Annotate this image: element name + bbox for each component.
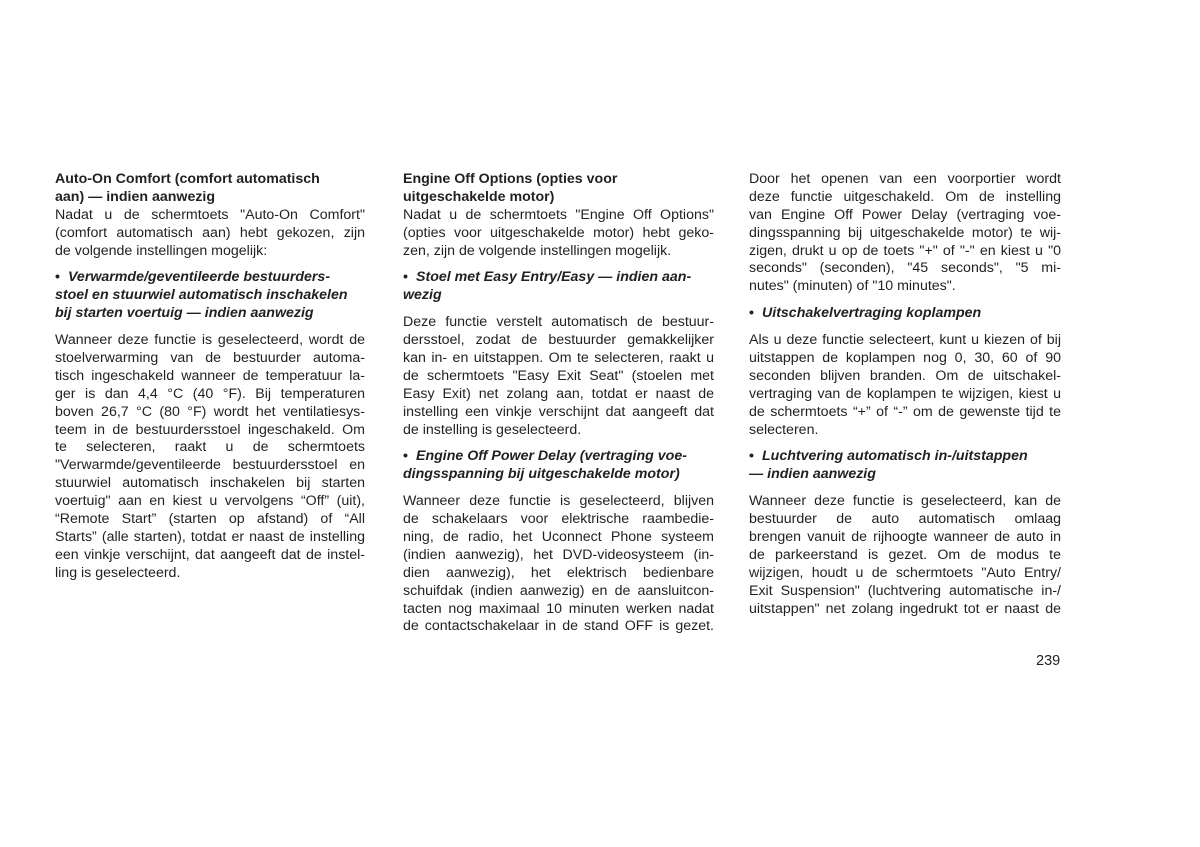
bullet-text: dingsspanning bij uitgeschakelde motor) (403, 466, 680, 483)
body-paragraph (55, 332, 365, 582)
bullet-heading-air-suspension (749, 448, 1061, 484)
text-line: boven 26,7 °C (80 °F) wordt het ventilatiesys- (55, 403, 365, 420)
text-line: Easy Exit) net zolang aan, totdat er naast de (403, 385, 714, 402)
bullet-text: wezig (403, 287, 442, 304)
bullet-icon: • (749, 448, 754, 465)
heading-line: aan) — indien aanwezig (55, 188, 216, 205)
body-paragraph (403, 493, 714, 636)
text-line: stuurwiel automatisch inschakelen bij starten (55, 475, 365, 492)
text-line: (comfort automatisch aan) hebt gekozen, zijn (55, 224, 365, 241)
bullet-text: Uitschakelvertraging koplampen (762, 305, 982, 322)
bullet-heading-engine-off-power-delay (403, 448, 714, 484)
text-line: seconds" (seconden), "45 seconds", "5 mi- (749, 260, 1061, 277)
text-line: Wanneer deze functie is geselecteerd, blijven (403, 493, 714, 510)
text-line: uitstappen de koplampen nog 0, 30, 60 of 90 (749, 350, 1061, 367)
text-line: Door het openen van een voorportier wordt (749, 171, 1061, 187)
text-line: selecteren. (749, 421, 819, 438)
body-paragraph (403, 314, 714, 439)
text-line: schuifdak (indien aanwezig) en de aansluitcon- (403, 582, 714, 599)
text-line: voertuig" aan en kiest u vervolgens “Off” (uit), (55, 493, 365, 510)
bullet-heading-seat-wheel-heating (55, 269, 365, 323)
text-line: nutes" (minuten) of "10 minutes". (749, 278, 956, 295)
section-heading-engine-off-options (403, 171, 714, 207)
text-line: de contactschakelaar in de stand OFF is gezet. (403, 618, 714, 635)
bullet-icon: • (55, 269, 60, 286)
text-line: van Engine Off Power Delay (vertraging voe- (749, 206, 1061, 223)
text-line: Deze functie verstelt automatisch de bestuur- (403, 314, 714, 331)
text-line: uitstappen" net zolang ingedrukt tot er naast de (749, 600, 1061, 617)
text-line: teem in de bestuurdersstoel ingeschakeld. Om (55, 421, 365, 438)
column-right (749, 171, 1061, 618)
text-line: Als u deze functie selecteert, kunt u kiezen of bij (749, 332, 1061, 349)
text-line: kan in- en uitstappen. Om te selecteren, raakt u (403, 350, 714, 367)
text-line: instelling een vinkje verschijnt dat aangeeft dat (403, 403, 714, 420)
text-line: de instelling is geselecteerd. (403, 421, 582, 438)
body-paragraph (749, 171, 1061, 296)
text-line: te selecteren, raakt u de schermtoets (55, 439, 365, 456)
text-line: de volgende instellingen mogelijk: (55, 242, 268, 259)
text-line: de parkeerstand is gezet. Om de modus te (749, 546, 1061, 563)
bullet-text: — indien aanwezig (749, 466, 876, 483)
text-line: "Verwarmde/geventileerde bestuurdersstoel en (55, 457, 365, 474)
bullet-line (55, 269, 365, 287)
bullet-text: Luchtvering automatisch in-/uitstappen (762, 448, 1028, 465)
body-paragraph (749, 493, 1061, 618)
bullet-heading-headlamp-delay (749, 305, 1061, 323)
text-line: brengen vanuit de rijhoogte wanneer de auto in (749, 529, 1061, 546)
page-number: 239 (1036, 653, 1061, 669)
text-line: zigen, drukt u op de toets "+" of "-" en kiest u "0 (749, 242, 1061, 259)
text-line: bestuurder de auto automatisch omlaag (749, 511, 1061, 528)
text-line: Nadat u de schermtoets "Auto-On Comfort" (55, 206, 365, 223)
bullet-heading-easy-entry (403, 269, 714, 305)
text-line: vertraging van de koplampen te wijzigen, kiest u (749, 385, 1061, 402)
text-line: zen, zijn de volgende instellingen mogelijk. (403, 242, 672, 259)
text-line: (indien aanwezig), het DVD-videosysteem (in- (403, 546, 714, 563)
text-line: “Remote Start” (starten op afstand) of “All (55, 511, 365, 528)
bullet-line (403, 269, 714, 287)
bullet-text: stoel en stuurwiel automatisch inschakelen (55, 287, 348, 304)
text-line: seconden blijven branden. Om de uitschakel- (749, 367, 1061, 384)
text-line: Wanneer deze functie is geselecteerd, wordt de (55, 332, 365, 349)
heading-line: Engine Off Options (opties voor (403, 171, 618, 187)
bullet-text: Engine Off Power Delay (vertraging voe- (416, 448, 687, 465)
bullet-text: Stoel met Easy Entry/Easy — indien aan- (416, 269, 692, 286)
text-line: ger is dan 4,4 °C (40 °F). Bij temperaturen (55, 385, 365, 402)
column-middle (403, 171, 714, 636)
text-line: Starts” (alle starten), totdat er naast de instelling (55, 528, 365, 545)
text-line: Exit Suspension" (luchtvering automatische in-/ (749, 582, 1061, 599)
intro-paragraph (55, 207, 365, 261)
text-line: dersstoel, zodat de bestuurder gemakkelijker (403, 332, 714, 349)
bullet-line (403, 448, 714, 466)
text-line: ning, de radio, het Uconnect Phone systeem (403, 529, 714, 546)
text-line: tisch ingeschakeld wanneer de temperatuur la- (55, 367, 365, 384)
bullet-line (749, 448, 1061, 466)
heading-line: Auto-On Comfort (comfort automatisch (55, 171, 320, 187)
section-heading-auto-on-comfort (55, 171, 365, 207)
text-line: (opties voor uitgeschakelde motor) hebt geko- (403, 224, 714, 241)
text-line: ling is geselecteerd. (55, 564, 181, 581)
text-line: stoelverwarming van de bestuurder automa- (55, 350, 365, 367)
bullet-icon: • (403, 448, 408, 465)
text-line: wijzigen, houdt u de schermtoets "Auto Entry/ (749, 564, 1061, 581)
text-line: dingsspanning bij uitgeschakelde motor) te wij- (749, 224, 1061, 241)
body-paragraph (749, 332, 1061, 439)
column-left (55, 171, 365, 583)
text-line: de schermtoets “+” of “-” om de gewenste tijd te (749, 403, 1061, 420)
bullet-icon: • (749, 305, 754, 322)
text-line: tacten nog maximaal 10 minuten werken nadat (403, 600, 714, 617)
bullet-icon: • (403, 269, 408, 286)
intro-paragraph (403, 207, 714, 261)
text-line: de schermtoets "Easy Exit Seat" (stoelen met (403, 367, 714, 384)
bullet-line (749, 305, 1061, 323)
text-line: Nadat u de schermtoets "Engine Off Options" (403, 206, 714, 223)
text-line: een vinkje verschijnt, dat aangeeft dat de instel- (55, 546, 365, 563)
heading-line: uitgeschakelde motor) (403, 188, 555, 205)
bullet-text: Verwarmde/geventileerde bestuurders- (68, 269, 331, 286)
text-line: dien aanwezig), het elektrisch bedienbare (403, 564, 714, 581)
text-line: deze functie uitgeschakeld. Om de instelling (749, 188, 1061, 205)
text-line: de schakelaars voor elektrische raambedie- (403, 511, 714, 528)
bullet-text: bij starten voertuig — indien aanwezig (55, 305, 314, 322)
text-line: Wanneer deze functie is geselecteerd, kan de (749, 493, 1061, 510)
